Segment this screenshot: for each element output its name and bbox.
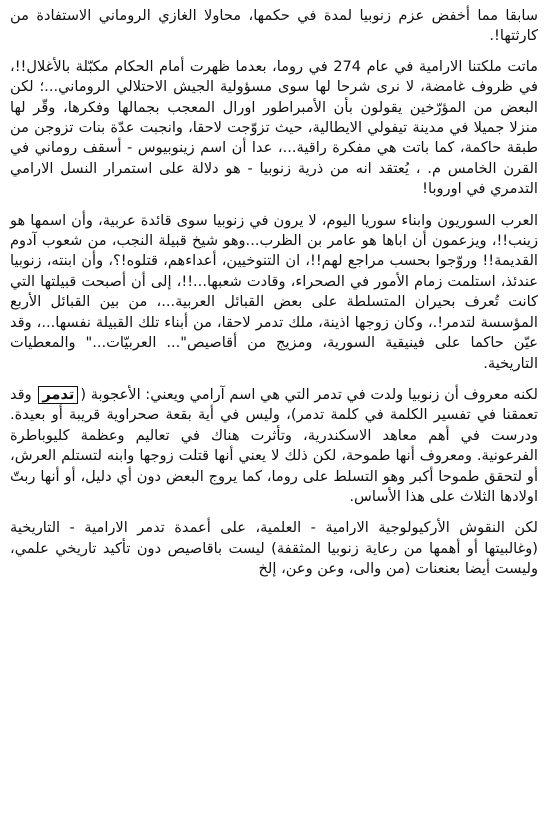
paragraph-4 [10, 385, 538, 507]
paragraph-4-start: لكنه معروف أن زنوبيا ولدت في تدمر التي هي اسم آرامي ويعني: الأعجوبة ( [80, 385, 538, 403]
paragraph-4-rest: وقد تعمقنا في تفسير الكلمة في كلمة تدمر)، وليس في أية بقعة صحراوية قريبة أو بعيدة. ودرست في أهم معاهد الاسكندرية، وتأثرت هناك في تعاليم وعظمة كليوباطرة الفرعونية. ومعروف أنها طموحة، لكن ذلك لا يعني أنها قتلت زوجها وابنه لتستلم العرش، أو لتحقق طموحا أكبر وهو التسلط على روما، كما يروج البعض دون أي دليل، أو أنها ربتّ اولادها الثلاث على هذا الأساس. [10, 385, 538, 505]
paragraph-5: لكن النقوش الأركيولوجية الارامية - العلمية، على أعمدة تدمر الارامية - التاريخية (وغالبيتها أو أهمها من رعاية زنوبيا المثقفة) ليست باقاصيص دون تأكيد تاريخي علمي، وليست أيضا بعنعنات (من والى، وعن وعن، إلخ [10, 519, 538, 578]
paragraph-1: سابقا مما أخفض عزم زنوبيا لمدة في حكمها، محاولا الغازي الروماني الاستفادة من كارثتها!. [10, 7, 538, 45]
paragraph-3: العرب السوريون وابناء سوريا اليوم، لا يرون في زنوبيا سوى قائدة عربية، وأن اسمها هو زينب!!، ويزعمون أن اباها هو عامر بن الظرب...وهو شيخ قبيلة النجب، من شعوب آدوم القديمة!! وروّجوا بحسب مراجع لهم!!، ان التنوخيين، أعداءهم، قتلوه!؟، وأن ابنته، زنوبيا عندئذ، استلمت زمام الأمور في الصحراء، وقادت شعبها...!!، إلى أن أصبحت قبيلتها التي كانت تُعرف بحيران المتسلطة على بعض القبائل العربية...، من بين القبائل الأربع المؤسسة لتدمر!.، وكان زوجها اذينة، ملك تدمر لاحقا، من أبناء تلك القبيلة نفسها...، وقد عيّن حاكما على فينيقية السورية، ومزيج من أقاصيص"... العربيّات..." والمعطيات التاريخية. [10, 211, 538, 372]
aramaic-script-word: تدمر [38, 386, 78, 404]
paragraph-2: ماتت ملكتنا الارامية في عام 274 في روما، بعدما ظهرت أمام الحكام مكبّلة بالأغلال!!، في ظروف غامضة، لا نرى شرحا لها سوى مسؤولية الجيش الاحتلالي الروماني...؛ لكن البعض من المؤرّخين يقولون بأن الأمبراطور اورال المعجب بجمالها وفكرها، وقّر لها منزلا جميلا في مدينة تيفولي الايطالية، حيث تزوّجت لاحقا، وانجبت عدّة بنات تزوجن من طبقة حاكمة، كما باتت هي مفكرة راقية...، عدا أن اسم زينوبيوس - أسقف روماني في القرن الخامس م. ، يُعتقد انه من ذرية زنوبيا - هو دلالة على استمرار النسل الارامي التدمري في اوروبا! [10, 57, 538, 198]
